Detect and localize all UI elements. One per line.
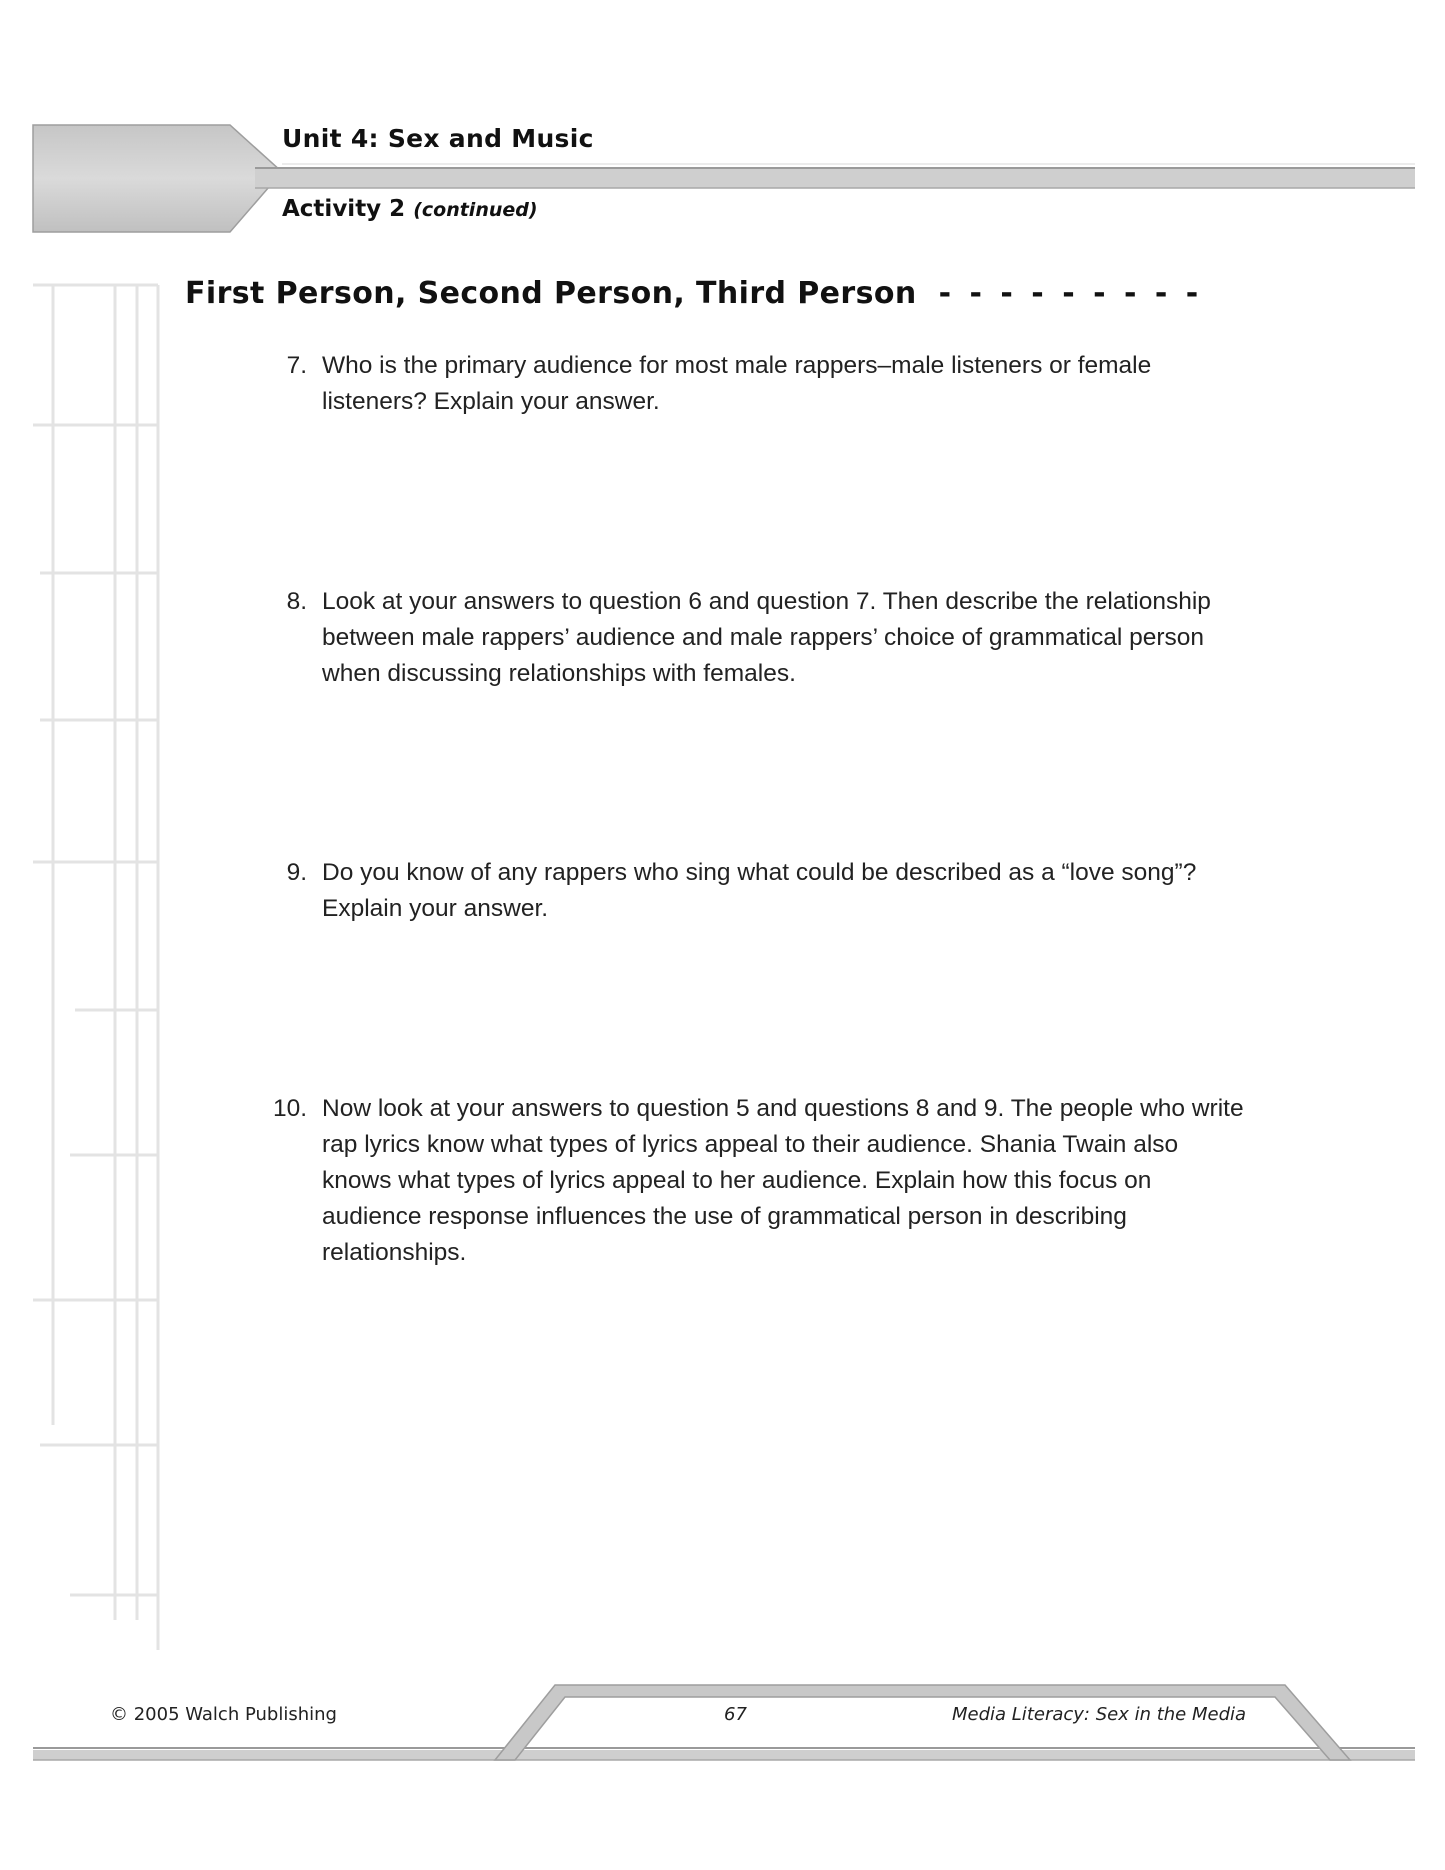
- activity-label: Activity 2: [282, 196, 406, 222]
- question-10: [270, 1091, 1250, 1271]
- question-number: 10.: [272, 1095, 307, 1122]
- footer-book-title: Media Literacy: Sex in the Media: [952, 1704, 1247, 1725]
- question-text: Do you know of any rappers who sing what could be described as a “love song”? Explain your answer.: [322, 859, 1197, 922]
- footer-copyright: © 2005 Walch Publishing: [110, 1704, 337, 1725]
- activity-title: [282, 196, 538, 222]
- question-number: 7.: [286, 352, 307, 379]
- left-grid-decoration: [33, 285, 158, 1650]
- question-text: Who is the primary audience for most male rappers–male listeners or female listeners? Explain your answer.: [322, 352, 1152, 415]
- section-title-text: First Person, Second Person, Third Person: [185, 276, 917, 311]
- question-text: Now look at your answers to question 5 and questions 8 and 9. The people who write rap lyrics know what types of lyrics appeal to their audience. Shania Twain also knows what types of lyrics appeal to her audience. Explain how this focus on audience response influences the use of grammatical person in describing relationships.: [322, 1095, 1244, 1266]
- question-number: 8.: [286, 588, 307, 615]
- question-8: [270, 584, 1250, 692]
- footer-page-number: 67: [724, 1704, 747, 1725]
- activity-continued-label: (continued): [413, 199, 538, 221]
- section-title: [185, 276, 1202, 311]
- question-number: 9.: [286, 859, 307, 886]
- unit-title: Unit 4: Sex and Music: [282, 124, 594, 153]
- section-title-dashes: - - - - - - - - -: [938, 276, 1203, 311]
- header-banner: [33, 125, 1415, 232]
- question-text: Look at your answers to question 6 and question 7. Then describe the relationship between male rappers’ audience and male rappers’ choice of grammatical person when discussing relationships with females.: [322, 588, 1211, 687]
- question-7: [270, 348, 1250, 420]
- question-9: [270, 855, 1250, 927]
